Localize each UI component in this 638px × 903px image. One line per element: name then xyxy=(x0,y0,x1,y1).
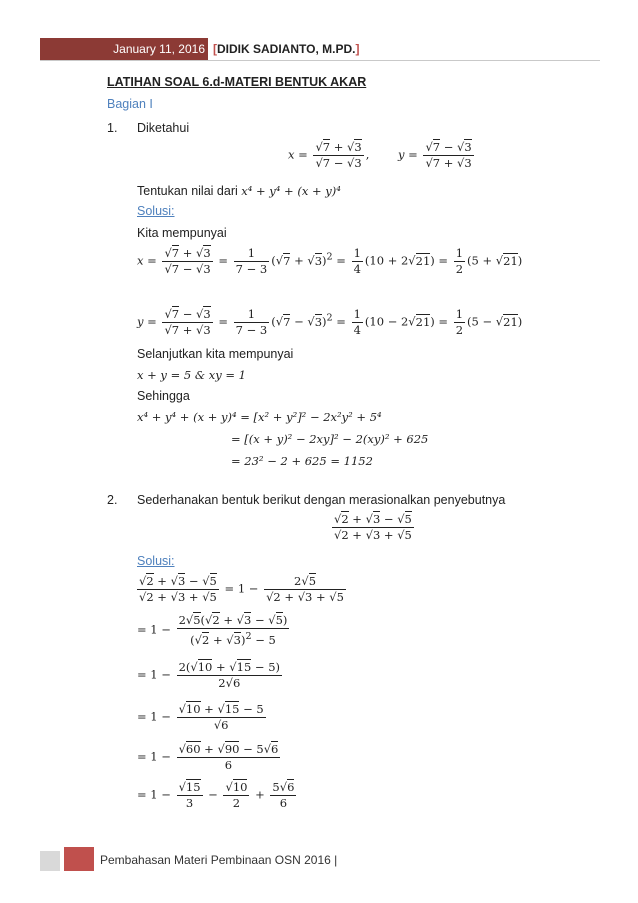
problem2-solution-label: Solusi: xyxy=(137,554,175,568)
problem2-step6: = 1 − $\frac{√15}{3}$ − $\frac{√10}{2}$ + $\frac{5√6}{6}$ xyxy=(137,780,295,810)
problem1-given-y: y = $\frac{√7 - √3}{√7 + √3}$ xyxy=(398,140,472,170)
problem1-number: 1. xyxy=(107,121,118,135)
page-title: LATIHAN SOAL 6.d-MATERI BENTUK AKAR xyxy=(107,75,367,89)
problem1-line1: x⁴ + y⁴ + (x + y)⁴ = [x² + y²]² − 2x²y² + 5⁴ xyxy=(137,410,382,424)
problem1-given: Diketahui xyxy=(137,121,190,135)
header-author: [DIDIK SADIANTO, M.PD.] xyxy=(213,42,360,56)
problem2-number: 2. xyxy=(107,493,118,507)
problem1-next: Selanjutkan kita mempunyai xyxy=(137,347,294,361)
problem2-step1: $\frac{√2 + √3 - √5}{√2 + √3 + √5}$ = 1 − $\frac{2√5}{√2 + √3 + √5}$ xyxy=(139,574,344,604)
task-expression: x⁴ + y⁴ + (x + y)⁴ xyxy=(241,184,341,198)
problem1-hence: Sehingga xyxy=(137,389,190,403)
problem1-task xyxy=(137,184,341,198)
footer-text: Pembahasan Materi Pembinaan OSN 2016 | xyxy=(100,853,338,867)
problem1-y-derivation: y = $\frac{√7 - √3}{√7 + √3}$ = $\frac{1}{7 - 3}$ $(√7 - √3)^2$ = $\frac{1}{4}$ (10 − 2√21) = $\frac{1}{2}$ (5 − √21) xyxy=(137,307,523,337)
problem2-step3: = 1 − $\frac{2(√10 + √15 - 5)}{2√6}$ xyxy=(137,660,281,690)
problem2-expression: $\frac{√2 + √3 - √5}{√2 + √3 + √5}$ xyxy=(334,512,412,542)
footer-box-red xyxy=(64,847,94,871)
task-prefix: Tentukan nilai dari xyxy=(137,184,238,198)
problem1-x-derivation: x = $\frac{√7 + √3}{√7 - √3}$ = $\frac{1}{7 - 3}$ $(√7 + √3)^2$ = $\frac{1}{4}$ (10 + 2√21) = $\frac{1}{2}$ (5 + √21) xyxy=(137,246,523,276)
header-divider xyxy=(40,60,600,61)
problem1-solution-label: Solusi: xyxy=(137,204,175,218)
problem1-line3: = 23² − 2 + 625 = 1152 xyxy=(231,454,373,468)
problem2-step2: = 1 − $\frac{2√5(√2 + √3 - √5)}{(√2 + √3)^2 - 5}$ xyxy=(137,613,288,647)
problem1-line2: = [(x + y)² − 2xy]² − 2(xy)² + 625 xyxy=(231,432,429,446)
problem2-step4: = 1 − $\frac{√10 + √15 - 5}{√6}$ xyxy=(137,702,264,732)
problem1-sum-product: x + y = 5 & xy = 1 xyxy=(137,368,246,382)
author-name: DIDIK SADIANTO, M.PD. xyxy=(217,42,356,56)
problem1-given-x: x = $\frac{√7 + √3}{√7 - √3}$ , xyxy=(288,140,370,170)
header-date: January 11, 2016 xyxy=(113,42,205,56)
footer-box-gray xyxy=(40,851,60,871)
problem2-statement: Sederhanakan bentuk berikut dengan merasionalkan penyebutnya xyxy=(137,493,506,507)
problem2-step5: = 1 − $\frac{√60 + √90 - 5√6}{6}$ xyxy=(137,742,279,772)
section-label: Bagian I xyxy=(107,97,153,111)
problem1-intro: Kita mempunyai xyxy=(137,226,227,240)
